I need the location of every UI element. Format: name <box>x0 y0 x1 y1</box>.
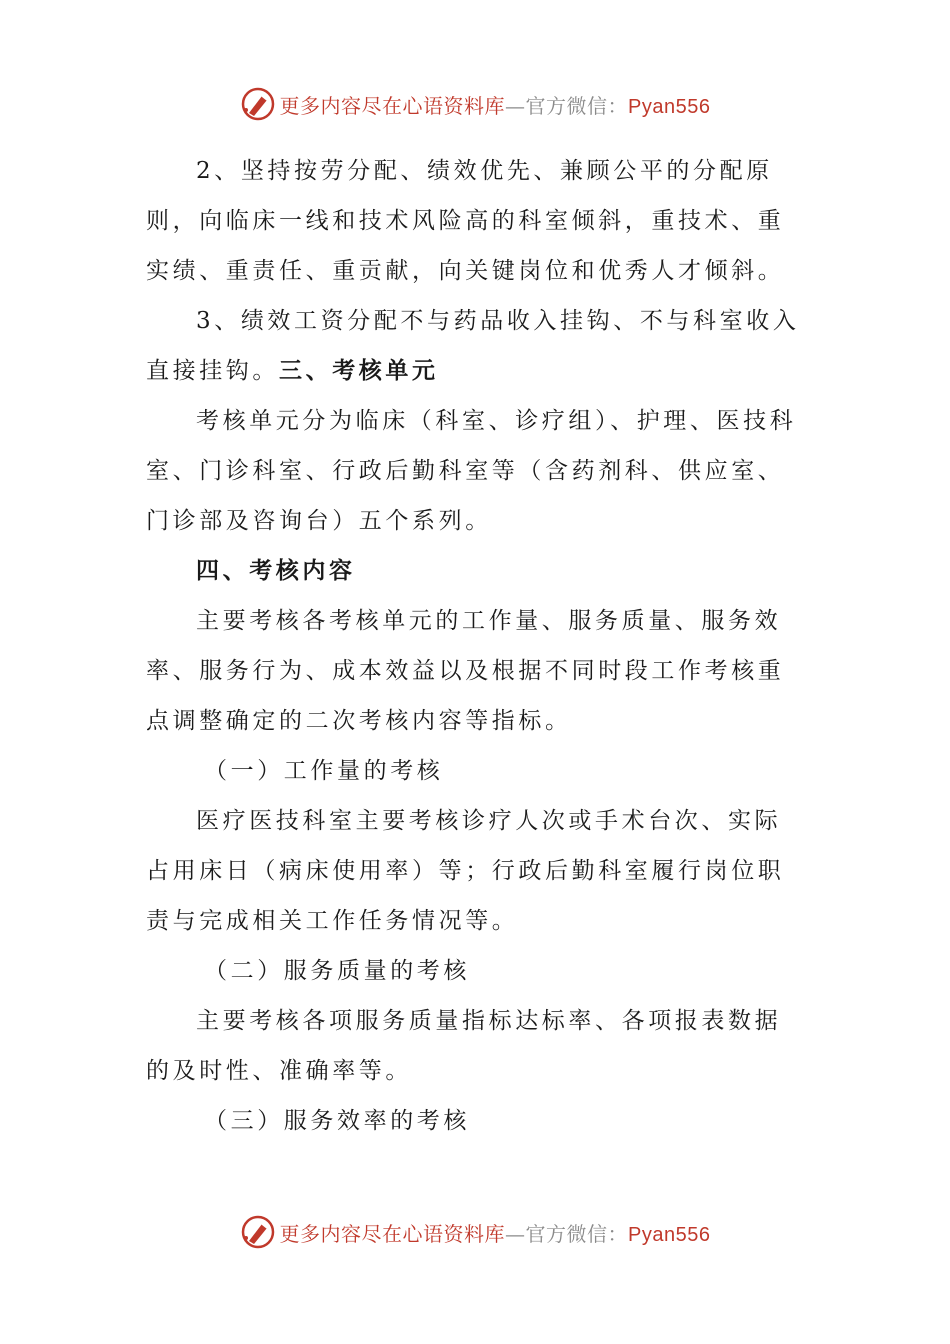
paragraph-assessment-units: 考核单元分为临床（科室、诊疗组）、护理、医技科室、门诊科室、行政后勤科室等（含药剂科、供应室、门诊部及咨询台）五个系列。 <box>146 408 797 534</box>
subheading-service-quality: （二）服务质量的考核 <box>204 958 470 984</box>
watermark-account-id: Pyan556 <box>628 95 711 118</box>
watermark-account-id: Pyan556 <box>628 1223 711 1246</box>
subheading-workload: （一）工作量的考核 <box>204 758 444 784</box>
watermark-text <box>280 90 711 119</box>
watermark-main-text: 更多内容尽在心语资料库 <box>279 93 506 118</box>
watermark-channel-text: 官方微信： <box>525 1221 629 1246</box>
paragraph-service-quality: 主要考核各项服务质量指标达标率、各项报表数据的及时性、准确率等。 <box>146 1008 782 1084</box>
paragraph-workload: 医疗医技科室主要考核诊疗人次或手术台次、实际占用床日（病床使用率）等；行政后勤科室履行岗位职责与完成相关工作任务情况等。 <box>146 808 785 934</box>
watermark-text <box>280 1218 711 1247</box>
section-heading-4: 四、考核内容 <box>196 558 356 584</box>
watermark-separator: — <box>505 93 526 118</box>
section-heading-3: 三、考核单元 <box>279 358 439 384</box>
subheading-service-efficiency: （三）服务效率的考核 <box>204 1108 470 1134</box>
footer-watermark <box>0 1212 950 1252</box>
paragraph-principle-3 <box>146 296 806 396</box>
document-body <box>146 146 806 1146</box>
header-watermark <box>0 84 950 124</box>
watermark-channel-text: 官方微信： <box>525 93 629 118</box>
watermark-separator: — <box>505 1221 526 1246</box>
pen-nib-circle-icon <box>240 86 276 122</box>
paragraph-principle-2: 2、坚持按劳分配、绩效优先、兼顾公平的分配原则，向临床一线和技术风险高的科室倾斜，重技术、重实绩、重责任、重贡献，向关键岗位和优秀人才倾斜。 <box>146 158 785 284</box>
pen-nib-circle-icon <box>240 1214 276 1250</box>
paragraph-assessment-content: 主要考核各考核单元的工作量、服务质量、服务效率、服务行为、成本效益以及根据不同时段工作考核重点调整确定的二次考核内容等指标。 <box>146 608 785 734</box>
watermark-main-text: 更多内容尽在心语资料库 <box>279 1221 506 1246</box>
paragraph-principle-3-text: 3、绩效工资分配不与药品收入挂钩、不与科室收入直接挂钩。 <box>146 308 800 384</box>
